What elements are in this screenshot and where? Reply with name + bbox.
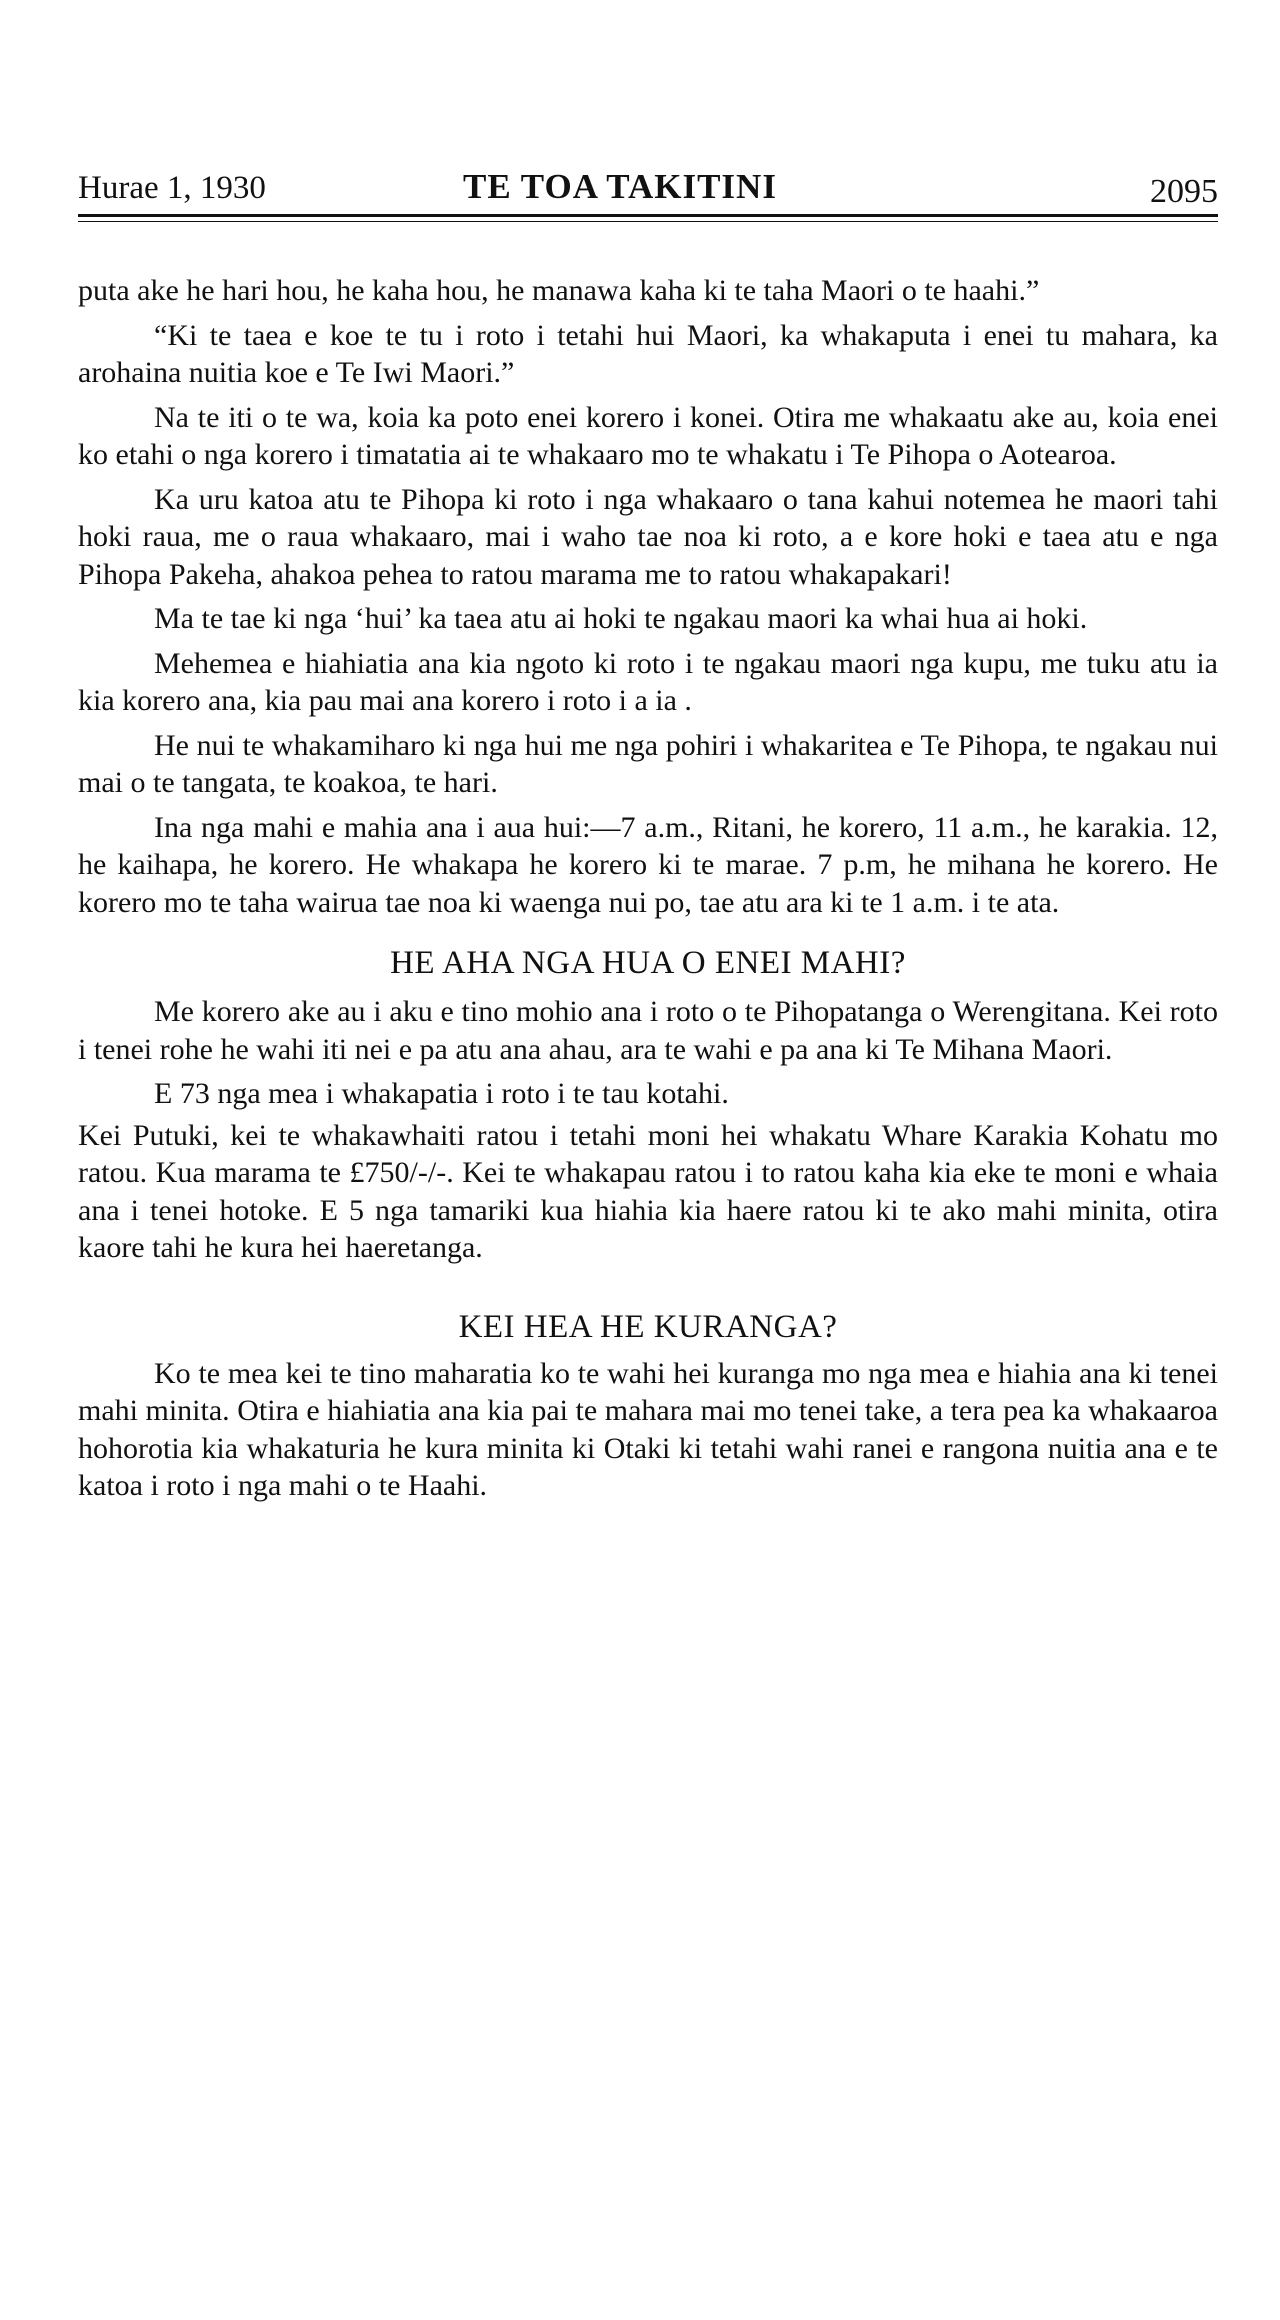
paragraph: Mehemea e hiahiatia ana kia ngoto ki roto i te ngakau maori nga kupu, me tuku atu ia kia korero ana, kia pau mai ana korero i roto i a ia .	[78, 646, 1218, 717]
paragraph-continuation: puta ake he hari hou, he kaha hou, he manawa kaha ki te taha Maori o te haahi.”	[78, 274, 1040, 307]
paragraph: Ko te mea kei te tino maharatia ko te wahi hei kuranga mo nga mea e hiahia ana ki tenei mahi minita. Otira e hiahiatia ana kia pai te mahara mai mo tenei take, a tera pea ka whakaaroa hohorotia kia whakaturia he kura minita ki Otaki ki tetahi wahi ranei e rangona nuitia ana e te katoa i roto i nga mahi o te Haahi.	[78, 1356, 1218, 1502]
paragraph: He nui te whakamiharo ki nga hui me nga pohiri i whakaritea e Te Pihopa, te ngakau nui mai o te tangata, te koakoa, te hari.	[78, 728, 1218, 799]
paragraph: Ka uru katoa atu te Pihopa ki roto i nga whakaaro o tana kahui notemea he maori tahi hoki raua, me o raua whakaaro, mai i waho tae noa ki roto, a e kore hoki e taea atu e nga Pihopa Pakeha, ahakoa pehea to ratou marama me to ratou whakapakari!	[78, 482, 1218, 591]
header-rule-thin	[78, 221, 1218, 222]
section-heading: KEI HEA HE KURANGA?	[458, 1308, 838, 1345]
paragraph: Me korero ake au i aku e tino mohio ana i roto o te Pihopatanga o Werengitana. Kei roto i tenei rohe he wahi iti nei e pa atu ana ahau, ara te wahi e pa ana ki Te Mihana Maori.	[78, 995, 1218, 1066]
issue-date: Hurae 1, 1930	[78, 170, 266, 206]
page-number: 2095	[1150, 173, 1218, 210]
page-header	[78, 165, 1218, 213]
section-heading: HE AHA NGA HUA O ENEI MAHI?	[390, 945, 906, 981]
paragraph: E 73 nga mea i whakapatia i roto i te tau kotahi.	[154, 1077, 729, 1110]
publication-title: TE TOA TAKITINI	[463, 167, 777, 206]
paragraph: Kei Putuki, kei te whakawhaiti ratou i tetahi moni hei whakatu Whare Karakia Kohatu mo ratou. Kua marama te £750/-/-. Kei te whakapau ratou i to ratou kaha kia eke te moni e whaia ana i tenei hotoke. E 5 nga tamariki kua hiahia kia haere ratou ki te ako mahi minita, otira kaore tahi he kura hei haeretanga.	[78, 1118, 1218, 1264]
header-rule-thick	[78, 214, 1218, 217]
paragraph: Ina nga mahi e mahia ana i aua hui:—7 a.m., Ritani, he korero, 11 a.m., he karakia. 12, he kaihapa, he korero. He whakapa he korero ki te marae. 7 p.m, he mihana he korero. He korero mo te taha wairua tae noa ki waenga nui po, tae atu ara ki te 1 a.m. i te ata.	[78, 810, 1218, 919]
paragraph: Na te iti o te wa, koia ka poto enei korero i konei. Otira me whakaatu ake au, koia enei ko etahi o nga korero i timatatia ai te whakaaro mo te whakatu i Te Pihopa o Aotearoa.	[78, 400, 1218, 471]
article-body	[78, 272, 1218, 1512]
paragraph: “Ki te taea e koe te tu i roto i tetahi hui Maori, ka whakaputa i enei tu mahara, ka arohaina nuitia koe e Te Iwi Maori.”	[78, 318, 1218, 389]
paragraph: Ma te tae ki nga ‘hui’ ka taea atu ai hoki te ngakau maori ka whai hua ai hoki.	[154, 602, 1088, 635]
